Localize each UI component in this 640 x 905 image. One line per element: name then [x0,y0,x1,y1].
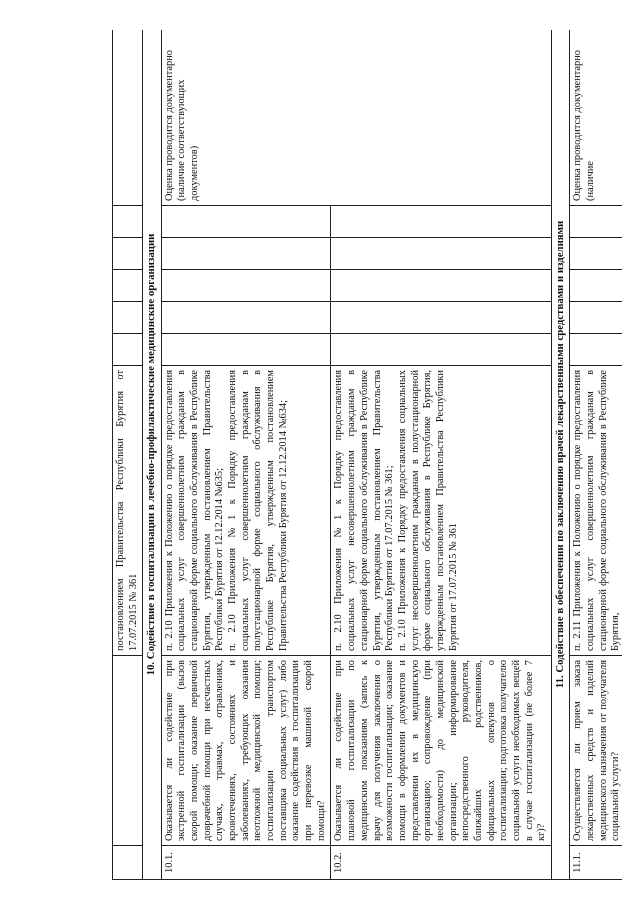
empty-cell [570,302,622,334]
table-row [113,30,143,880]
basis-line: п. 2.10 Приложения №1 к Порядку предоставления социальных услуг несовершеннолетним гражданам в стационарной форме социального обслуживания в Республике Бурятия, утвержденным постановлением Правительства Республики Бурятия от 17.07.2015 № 361; [333,370,396,651]
document-page [112,30,622,880]
empty-cell [331,238,552,270]
inspection-table [112,30,622,880]
rotated-table-wrapper [112,30,622,880]
empty-cell [331,270,552,302]
section-title: 10. Содействие в госпитализации в лечебно-профилактические медицинские организации [143,30,161,880]
section-title: 11. Содействие в обеспечении по заключению врачей лекарственными средствами и изделиями [552,30,570,880]
table-row [161,30,331,880]
empty-cell [331,302,552,334]
empty-cell [161,270,331,302]
empty-cell [570,334,622,366]
row-number: 10.1. [161,846,331,880]
row-note: Оценка проводится документарно (наличие соответствующих документов) [161,30,552,206]
basis-line: п. 2.10 Приложения к Положению о порядке предоставления социальных услуг совершеннолетним гражданам в стационарной форме социального обслуживания в Республике Бурятия, утвержденным постановлением Правительства Республики Бурятия от 12.12.2014 №635; [163,370,226,651]
row-question: Осуществляется ли прием заказа лекарственных средств и изделий медицинского назначения от получателя социальной услуги? [570,656,622,846]
cell-basis: постановлением Правительства Республики Бурятия от 17.07.2015 № 361 [113,366,143,656]
empty-cell [570,270,622,302]
row-note: Оценка проводится документарно (наличие [570,30,622,206]
empty-cell [161,334,331,366]
basis-line: п. 2.10 Приложения №1 к Порядку предоставления социальных услуг совершеннолетним гражданам в полустационарной форме социального обслуживания в Республике Бурятия, утвержденным постановлением Правительства Республики Бурятия от 12.12.2014 №634; [226,370,289,651]
cell-question [113,656,143,846]
row-question: Оказывается ли содействие при плановой госпитализации по медицинским показаниям (запись к врачу для получения заключения о возможности госпитализации; оказание помощи в оформлении документов и представлении их в медицинскую организацию; сопровождение (при необходимости) до медицинской организации; информирование непосредственного руководителя, ближайших родственников, официальных опекунов о госпитализации; подготовка получателю социальной услуги необходимых вещей в случае госпитализации (не более 7 кг)? [331,656,552,846]
cell-num [113,846,143,880]
row-basis [161,366,331,656]
row-question: Оказывается ли содействие при экстренной госпитализации (вызов скорой помощи; оказание первичной доврачебной помощи при несчастных случаях, травмах, отравлениях, кровотечениях, состояниях и заболеваниях, требующих оказания неотложной медицинской помощи; госпитализации транспортом поставщика социальных услуг) либо оказание содействия в госпитализации при перевозке машиной скорой помощи? [161,656,331,846]
row-number: 10.2. [331,846,552,880]
section-header-row [552,30,570,880]
row-basis: п. 2.11 Приложения к Положению о порядке предоставления социальных услуг совершеннолетним гражданам в стационарной форме социального обслуживания в Республике Бурятия, [570,366,622,656]
empty-cell [570,238,622,270]
empty-cell [161,206,331,238]
empty-cell [161,302,331,334]
row-number: 11.1. [570,846,622,880]
table-row [570,30,622,880]
empty-cell [331,206,552,238]
section-header-row [143,30,161,880]
row-basis [331,366,552,656]
empty-cell [331,334,552,366]
empty-cell [161,238,331,270]
empty-cell [570,206,622,238]
basis-line: п. 2.10 Приложения к Порядку предоставления социальных услуг несовершеннолетним гражданам в полустационарной форме социального обслуживания в Республике Бурятия, утвержденным постановлением Правительства Республики Бурятия от 17.07.2015 № 361 [396,370,459,651]
